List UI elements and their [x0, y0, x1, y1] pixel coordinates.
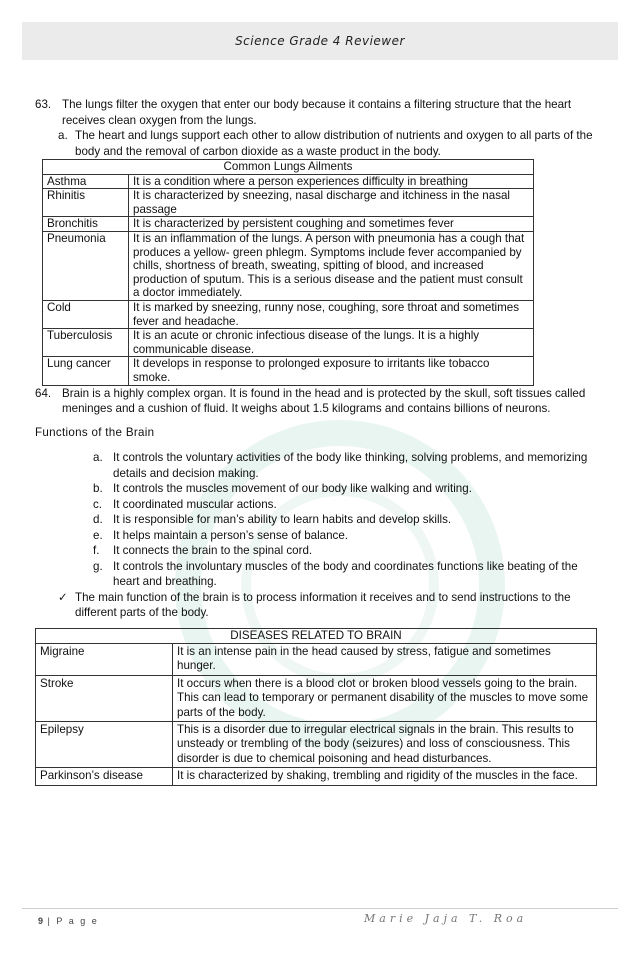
ailment-name: Asthma [43, 174, 129, 189]
ailment-name: Pneumonia [43, 231, 129, 300]
list-item [93, 497, 603, 513]
ailment-desc: It is an acute or chronic infectious disease of the lungs. It is a highly communicable disease. [129, 329, 534, 357]
ailment-name: Lung cancer [43, 357, 129, 385]
list-label: g. [93, 559, 103, 573]
list-item [93, 450, 603, 481]
list-item [93, 528, 603, 544]
list-item [93, 543, 603, 559]
author-name: Marie Jaja T. Roa [364, 912, 528, 925]
list-text: It controls the muscles movement of our body like walking and writing. [113, 482, 472, 495]
ailment-desc: It is a condition where a person experiences difficulty in breathing [129, 174, 534, 189]
table-row [43, 329, 534, 357]
table-row [36, 721, 597, 767]
item-63-sub-a [35, 128, 603, 159]
page-header [22, 22, 618, 60]
disease-name: Migraine [36, 643, 173, 675]
main-function-text: The main function of the brain is to process information it receives and to send instructions to the different parts of the body. [75, 590, 571, 619]
ailment-desc: It is marked by sneezing, runny nose, coughing, sore throat and sometimes fever and headache. [129, 300, 534, 328]
sub-text: The heart and lungs support each other to allow distribution of nutrients and oxygen to all parts of the body and the removal of carbon dioxide as a waste product in the body. [75, 129, 593, 158]
item-text: Brain is a highly complex organ. It is found in the head and is protected by the skull, soft tissues called meninges and a cushion of fluid. It weighs about 1.5 kilograms and contains billions of neurons. [62, 386, 586, 415]
list-item [93, 512, 603, 528]
list-text: It controls the voluntary activities of the body like thinking, solving problems, and memorizing details and decision making. [113, 451, 588, 480]
ailment-desc: It develops in response to prolonged exposure to irritants like tobacco smoke. [129, 357, 534, 385]
table-row [43, 217, 534, 232]
lungs-ailments-table [42, 159, 534, 386]
sub-label: a. [58, 129, 68, 142]
item-64 [35, 386, 603, 417]
ailment-name: Rhinitis [43, 189, 129, 217]
table-row [43, 231, 534, 300]
list-item [93, 559, 603, 590]
item-number: 63. [35, 98, 52, 111]
footer-divider [22, 908, 618, 909]
list-text: It coordinated muscular actions. [113, 497, 277, 511]
list-text: It helps maintain a person’s sense of balance. [113, 528, 349, 542]
table-row [36, 768, 597, 785]
list-label: c. [93, 497, 103, 511]
page-content [35, 97, 603, 786]
ailment-name: Tuberculosis [43, 329, 129, 357]
ailment-desc: It is characterized by persistent coughing and sometimes fever [129, 217, 534, 232]
table-row [43, 174, 534, 189]
list-item [93, 481, 603, 497]
item-text: The lungs filter the oxygen that enter our body because it contains a filtering structure that the heart receives clean oxygen from the lungs. [62, 98, 572, 127]
list-text: It connects the brain to the spinal cord. [113, 544, 313, 557]
disease-name: Epilepsy [36, 721, 173, 767]
list-label: d. [93, 513, 103, 526]
brain-diseases-table [35, 628, 597, 786]
table-title: Common Lungs Ailments [43, 160, 534, 175]
disease-desc: It occurs when there is a blood clot or broken blood vessels going to the brain. This can lead to temporary or permanent disability of the muscles to move some parts of the body. [173, 675, 597, 721]
item-63 [35, 97, 603, 128]
list-text: It is responsible for man’s ability to learn habits and develop skills. [113, 513, 452, 526]
check-icon: ✓ [58, 590, 68, 604]
main-function-note [35, 590, 603, 621]
ailment-name: Bronchitis [43, 217, 129, 232]
table-row [43, 300, 534, 328]
table-row [43, 357, 534, 385]
ailment-desc: It is characterized by sneezing, nasal discharge and itchiness in the nasal passage [129, 189, 534, 217]
ailment-name: Cold [43, 300, 129, 328]
brain-functions-list [35, 450, 603, 590]
table-row [43, 189, 534, 217]
table-title: DISEASES RELATED TO BRAIN [36, 628, 597, 643]
list-text: It controls the involuntary muscles of the body and coordinates functions like beating of the heart and breathing. [113, 559, 578, 588]
list-label: b. [93, 482, 103, 495]
disease-desc: This is a disorder due to irregular electrical signals in the brain. This results to unsteady or trembling of the body (seizures) and loss of consciousness. This disorder is due to chemical poisoning and head disturbances. [173, 721, 597, 767]
ailment-desc: It is an inflammation of the lungs. A person with pneumonia has a cough that produces a yellow- green phlegm. Symptoms include fever accompanied by chills, shortness of breath, sweating, spitting of blood, and increased production of sputum. This is a serious disease and the patient must consult a doctor immediately. [129, 231, 534, 300]
disease-name: Stroke [36, 675, 173, 721]
header-title: Science Grade 4 Reviewer [235, 34, 405, 48]
list-label: f. [93, 544, 100, 557]
table-row [36, 675, 597, 721]
item-number: 64. [35, 386, 52, 400]
table-row [36, 643, 597, 675]
section-heading: Functions of the Brain [35, 425, 155, 439]
page-label: | P a g e [47, 916, 99, 926]
disease-desc: It is an intense pain in the head caused by stress, fatigue and sometimes hunger. [173, 643, 597, 675]
page-number-value: 9 [38, 916, 44, 926]
disease-name: Parkinson’s disease [36, 768, 173, 785]
list-label: a. [93, 451, 103, 464]
disease-desc: It is characterized by shaking, trembling and rigidity of the muscles in the face. [173, 768, 597, 785]
page-number [38, 916, 99, 926]
list-label: e. [93, 528, 103, 542]
